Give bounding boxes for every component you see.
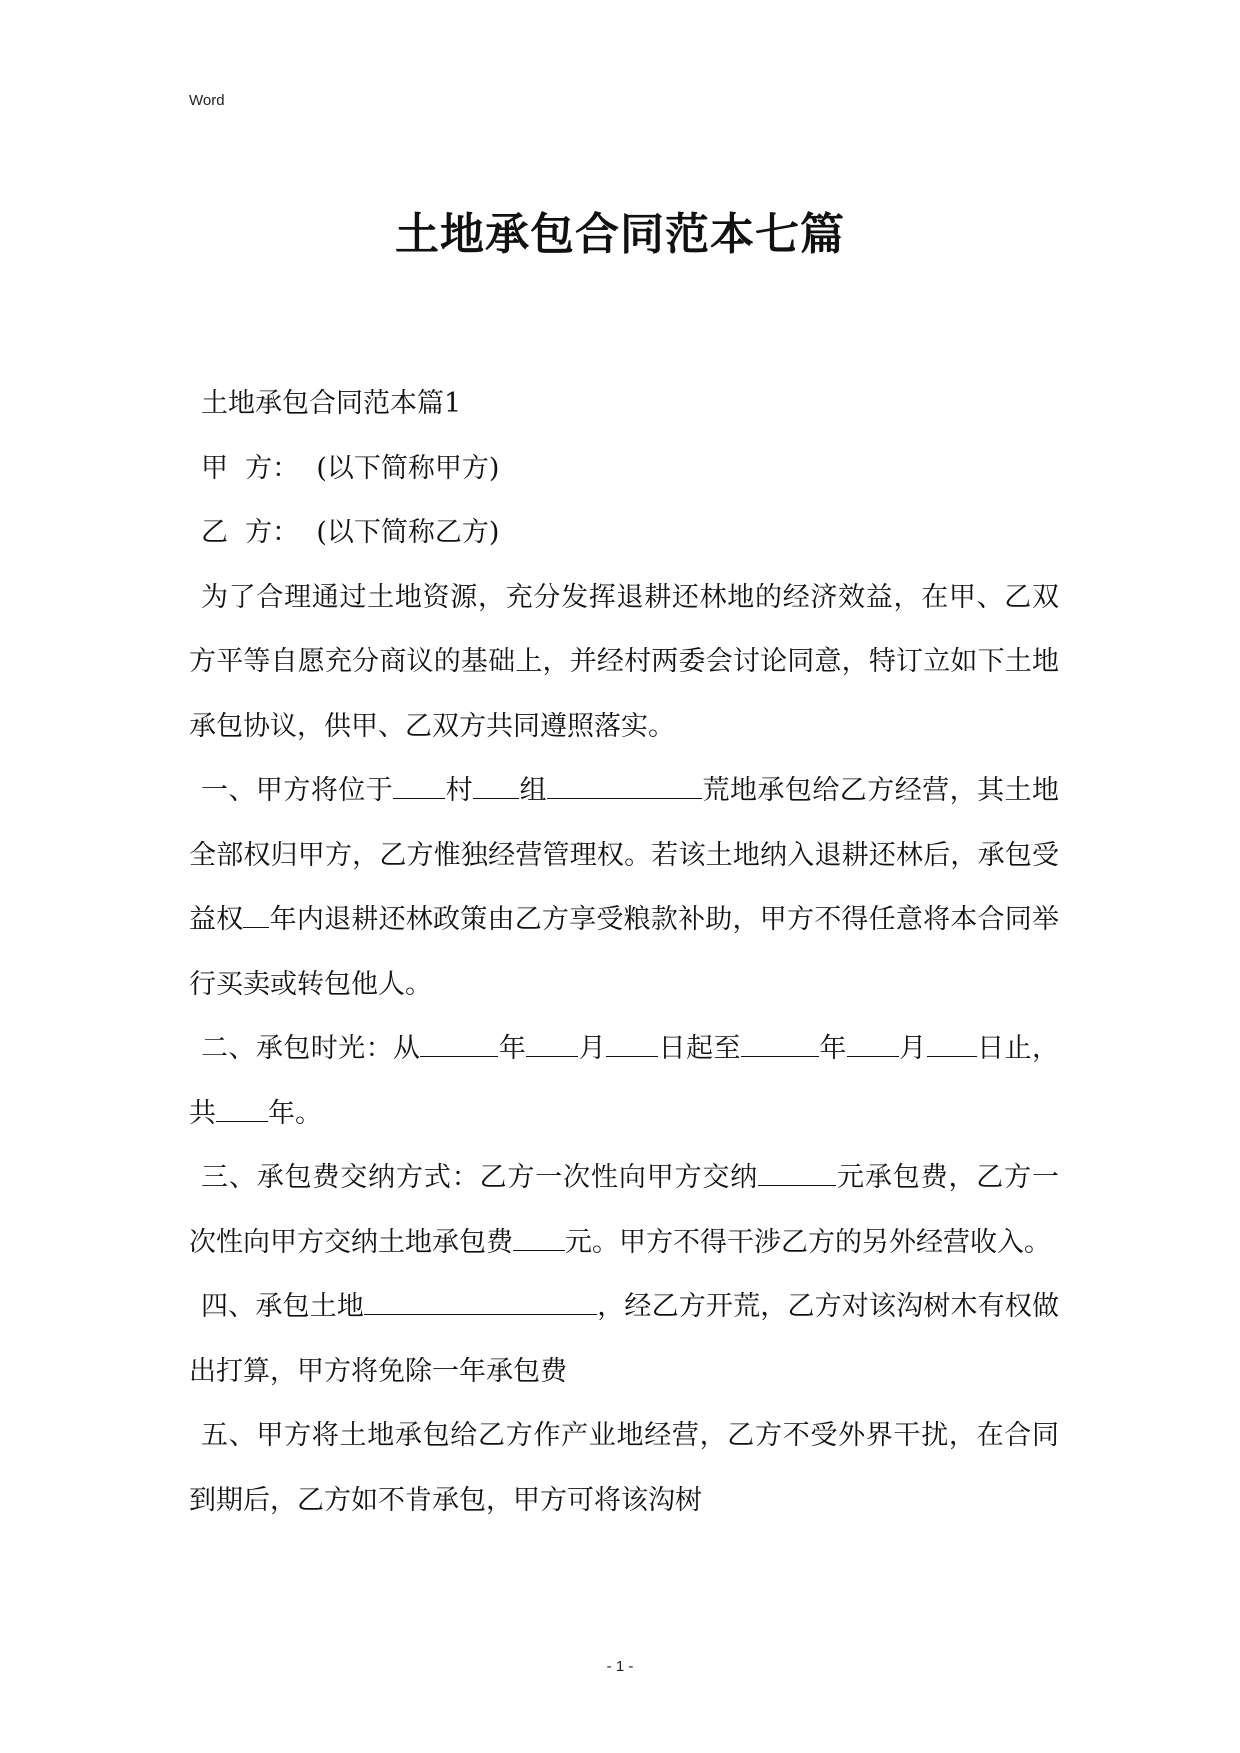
party-a-line: 甲 方： (以下简称甲方) (201, 452, 500, 484)
blank-line (513, 1223, 565, 1251)
section-heading: 土地承包合同范本篇1 (201, 388, 462, 419)
clause-5: 五、甲方将土地承包给乙方作产业地经营，乙方不受外界干扰，在合同到期后，乙方如不肯承包，甲方可将该沟树 (189, 1420, 1059, 1516)
clause-2: 二、承包时光：从 年 月 日起至 年 月 日止，共 年。 (189, 1017, 1059, 1146)
clause-1: 一、甲方将位于 村 组 荒地承包给乙方经营，其土地全部权归甲方，乙方惟独经营管理权。若该土地纳入退耕还林后，承包受益权 年内退耕还林政策由乙方享受粮款补助，甲方不得任意将本合同举行买卖或转包他人。 (189, 759, 1059, 1017)
blank-line (473, 771, 519, 799)
intro-paragraph: 为了合理通过土地资源，充分发挥退耕还林地的经济效益，在甲、乙双方平等自愿充分商议的基础上，并经村两委会讨论同意，特订立如下土地承包协议，供甲、乙双方共同遵照落实。 (189, 581, 1059, 742)
blank-line (393, 771, 445, 799)
blank-line (243, 900, 269, 928)
blank-line (741, 1029, 819, 1057)
document-body (189, 372, 1059, 1533)
blank-line (420, 1029, 498, 1057)
blank-line (364, 1287, 597, 1315)
blank-line (547, 771, 702, 799)
party-b-line: 乙 方： (以下简称乙方) (201, 517, 500, 548)
document-title: 土地承包合同范本七篇 (395, 209, 845, 260)
blank-line (758, 1158, 836, 1186)
header-label: Word (189, 92, 225, 109)
blank-line (216, 1094, 268, 1122)
clause-3: 三、承包费交纳方式：乙方一次性向甲方交纳 元承包费，乙方一次性向甲方交纳土地承包费 元。甲方不得干涉乙方的另外经营收入。 (189, 1146, 1059, 1275)
blank-line (526, 1029, 578, 1057)
page-number: - 1 - (606, 1658, 634, 1675)
blank-line (847, 1029, 899, 1057)
blank-line (927, 1029, 977, 1057)
blank-line (606, 1029, 658, 1057)
clause-4: 四、承包土地 ，经乙方开荒，乙方对该沟树木有权做出打算，甲方将免除一年承包费 (189, 1275, 1059, 1404)
